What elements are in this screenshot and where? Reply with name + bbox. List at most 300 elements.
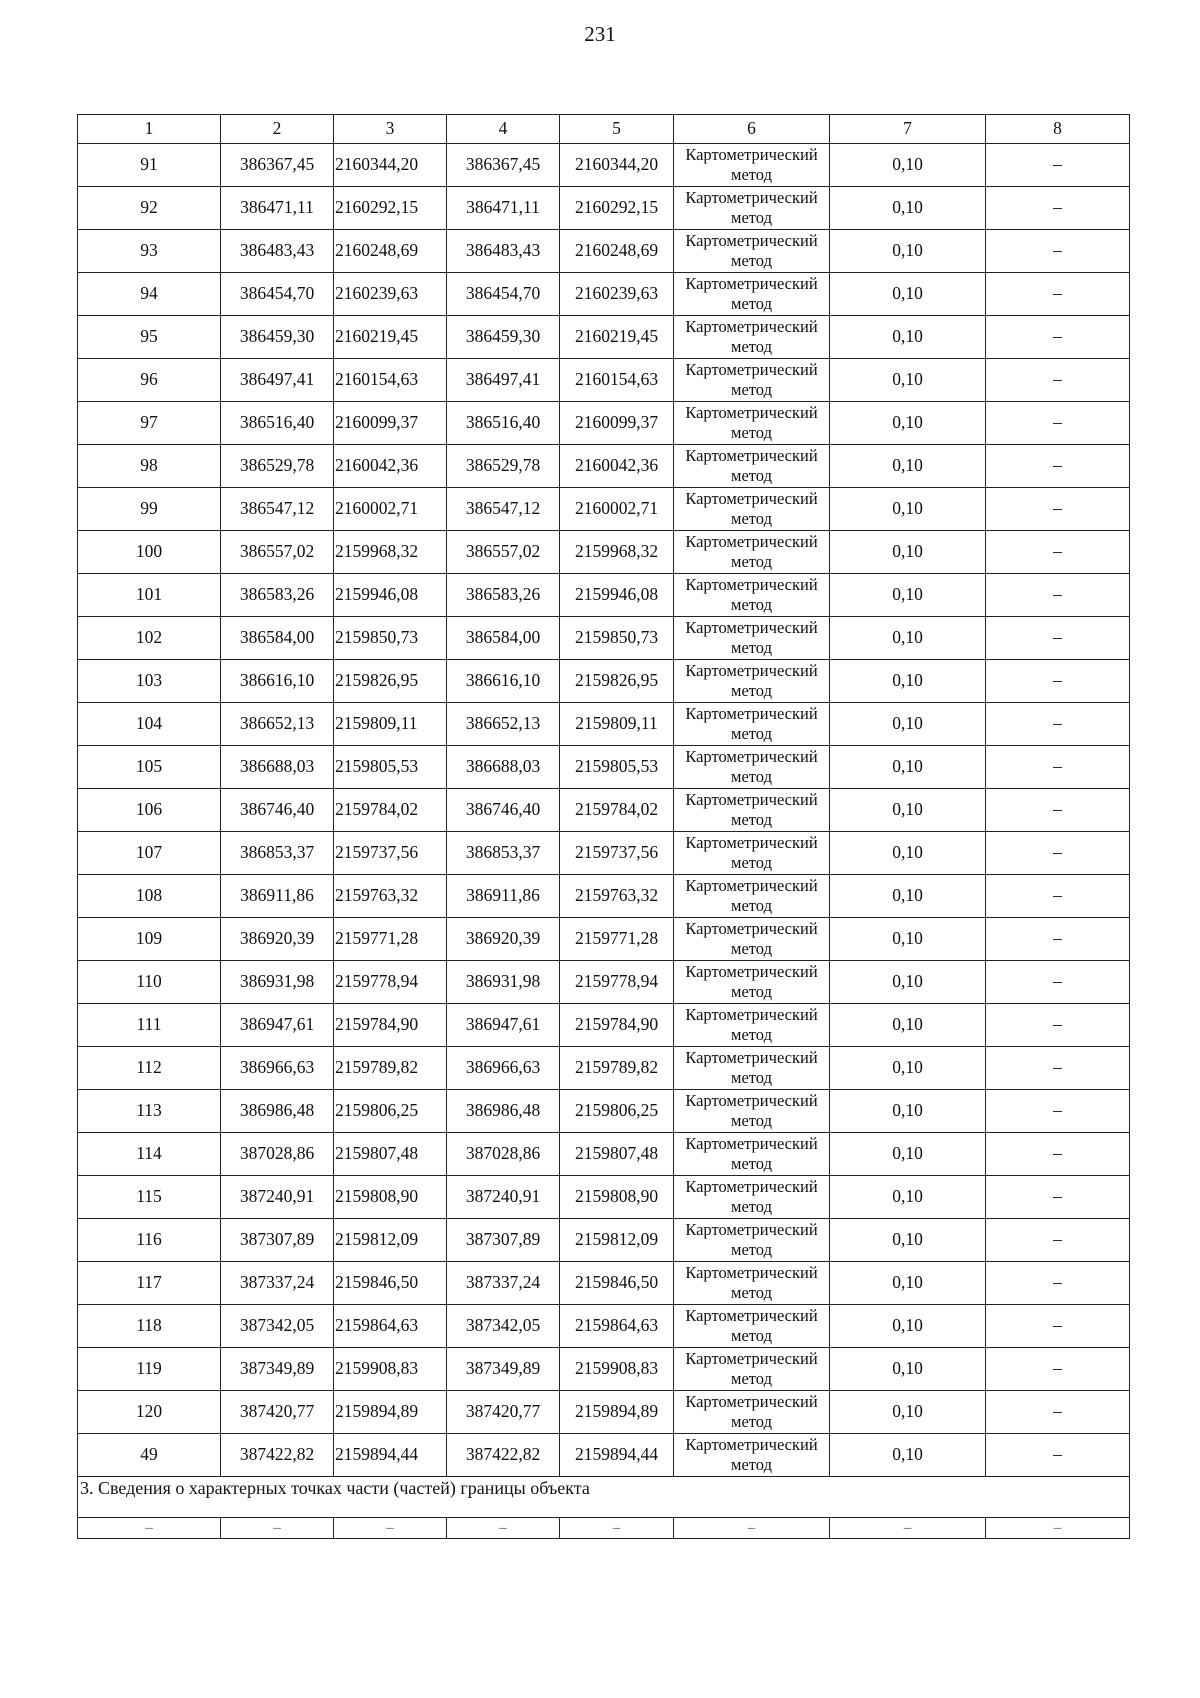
table-cell: – — [986, 1004, 1130, 1047]
table-cell: 0,10 — [830, 230, 986, 273]
table-cell: 2159784,02 — [334, 789, 447, 832]
table-cell: 2159908,83 — [334, 1348, 447, 1391]
page-number: 231 — [584, 22, 616, 46]
table-cell: 386557,02 — [221, 531, 334, 574]
table-cell: 96 — [78, 359, 221, 402]
table-cell: 2159778,94 — [334, 961, 447, 1004]
table-cell: 2159864,63 — [560, 1305, 674, 1348]
table-row — [78, 1219, 1130, 1262]
table-cell: 2159805,53 — [560, 746, 674, 789]
table-cell: 2159737,56 — [560, 832, 674, 875]
table-cell: 0,10 — [830, 1305, 986, 1348]
table-row — [78, 1047, 1130, 1090]
table-row — [78, 875, 1130, 918]
table-cell: 0,10 — [830, 1434, 986, 1477]
table-header-row — [78, 115, 1130, 144]
table-cell: 2159778,94 — [560, 961, 674, 1004]
table-cell: 0,10 — [830, 445, 986, 488]
table-cell: 386911,86 — [221, 875, 334, 918]
table-cell: 0,10 — [830, 1262, 986, 1305]
table-cell: Картометрический метод — [674, 660, 830, 703]
table-cell: – — [986, 445, 1130, 488]
table-cell: 386483,43 — [447, 230, 560, 273]
table-cell: 103 — [78, 660, 221, 703]
table-cell: – — [986, 402, 1130, 445]
table-cell: 2159784,02 — [560, 789, 674, 832]
table-row — [78, 832, 1130, 875]
table-cell: Картометрический метод — [674, 574, 830, 617]
table-cell: 386584,00 — [221, 617, 334, 660]
table-cell: – — [986, 488, 1130, 531]
table-row — [78, 660, 1130, 703]
table-cell: 0,10 — [830, 875, 986, 918]
table-cell: 104 — [78, 703, 221, 746]
table-cell: 387420,77 — [221, 1391, 334, 1434]
table-cell: 0,10 — [830, 1348, 986, 1391]
table-cell: 2160248,69 — [334, 230, 447, 273]
table-cell: – — [986, 660, 1130, 703]
table-cell: Картометрический метод — [674, 1047, 830, 1090]
table-cell: 2160042,36 — [560, 445, 674, 488]
table-cell: 387028,86 — [221, 1133, 334, 1176]
column-header: 5 — [560, 115, 674, 144]
table-cell: 387342,05 — [447, 1305, 560, 1348]
table-cell: 2159808,90 — [334, 1176, 447, 1219]
table-cell: 0,10 — [830, 402, 986, 445]
table-cell: 108 — [78, 875, 221, 918]
table-cell: Картометрический метод — [674, 703, 830, 746]
table-cell: 2159894,44 — [334, 1434, 447, 1477]
table-cell: 386529,78 — [447, 445, 560, 488]
table-cell: 386853,37 — [447, 832, 560, 875]
column-header: 4 — [447, 115, 560, 144]
table-cell: 0,10 — [830, 273, 986, 316]
table-cell: – — [986, 875, 1130, 918]
table-cell: 94 — [78, 273, 221, 316]
table-cell: Картометрический метод — [674, 1262, 830, 1305]
table-cell: 114 — [78, 1133, 221, 1176]
table-cell: – — [986, 359, 1130, 402]
table-cell: 2160344,20 — [334, 144, 447, 187]
table-cell: – — [447, 1518, 560, 1539]
table-cell: 2159812,09 — [334, 1219, 447, 1262]
table-cell: 2159968,32 — [334, 531, 447, 574]
table-cell: 386652,13 — [447, 703, 560, 746]
table-cell: 101 — [78, 574, 221, 617]
table-cell: 99 — [78, 488, 221, 531]
table-cell: 386920,39 — [221, 918, 334, 961]
table-cell: – — [986, 574, 1130, 617]
table-cell: 102 — [78, 617, 221, 660]
column-header: 6 — [674, 115, 830, 144]
table-cell: 2160239,63 — [334, 273, 447, 316]
table-cell: 112 — [78, 1047, 221, 1090]
table-cell: Картометрический метод — [674, 1219, 830, 1262]
table-cell: 2160002,71 — [334, 488, 447, 531]
table-cell: 0,10 — [830, 746, 986, 789]
column-header: 2 — [221, 115, 334, 144]
table-cell: – — [986, 1219, 1130, 1262]
table-cell: 386911,86 — [447, 875, 560, 918]
table-cell: 386616,10 — [447, 660, 560, 703]
table-cell: 386920,39 — [447, 918, 560, 961]
table-cell: 387422,82 — [447, 1434, 560, 1477]
table-cell: Картометрический метод — [674, 875, 830, 918]
table-cell: – — [674, 1518, 830, 1539]
table-cell: – — [986, 273, 1130, 316]
table-cell: Картометрический метод — [674, 1176, 830, 1219]
table-row — [78, 918, 1130, 961]
table-cell: 2160219,45 — [334, 316, 447, 359]
table-cell: 110 — [78, 961, 221, 1004]
table-cell: Картометрический метод — [674, 918, 830, 961]
table-cell: 0,10 — [830, 1219, 986, 1262]
section-title: 3. Сведения о характерных точках части (частей) границы объекта — [78, 1477, 1130, 1518]
table-cell: – — [986, 1262, 1130, 1305]
table-cell: 386986,48 — [221, 1090, 334, 1133]
table-cell: 0,10 — [830, 488, 986, 531]
table-cell: – — [986, 1305, 1130, 1348]
table-cell: – — [986, 1047, 1130, 1090]
table-cell: 386471,11 — [447, 187, 560, 230]
table-cell: 386497,41 — [447, 359, 560, 402]
table-row — [78, 230, 1130, 273]
table-cell: 386516,40 — [447, 402, 560, 445]
table-row — [78, 703, 1130, 746]
table-cell: 2160292,15 — [334, 187, 447, 230]
table-row — [78, 1305, 1130, 1348]
table-cell: 387307,89 — [447, 1219, 560, 1262]
table-cell: 0,10 — [830, 574, 986, 617]
table-row — [78, 1434, 1130, 1477]
table-cell: Картометрический метод — [674, 789, 830, 832]
table-cell: – — [830, 1518, 986, 1539]
table-cell: 2159789,82 — [334, 1047, 447, 1090]
table-cell: 2159784,90 — [560, 1004, 674, 1047]
table-cell: Картометрический метод — [674, 1305, 830, 1348]
table-row — [78, 359, 1130, 402]
table-cell: 386367,45 — [221, 144, 334, 187]
table-cell: – — [986, 1434, 1130, 1477]
table-cell: 2159805,53 — [334, 746, 447, 789]
table-cell: 2160099,37 — [334, 402, 447, 445]
table-row — [78, 1133, 1130, 1176]
table-cell: 107 — [78, 832, 221, 875]
table-cell: 0,10 — [830, 1090, 986, 1133]
table-cell: 2159763,32 — [334, 875, 447, 918]
table-cell: 386746,40 — [221, 789, 334, 832]
table-cell: 386616,10 — [221, 660, 334, 703]
table-cell: – — [986, 1176, 1130, 1219]
table-cell: 386966,63 — [221, 1047, 334, 1090]
table-cell: 0,10 — [830, 1004, 986, 1047]
table-cell: 2159806,25 — [334, 1090, 447, 1133]
table-row — [78, 1391, 1130, 1434]
table-cell: Картометрический метод — [674, 359, 830, 402]
table-row — [78, 316, 1130, 359]
table-cell: – — [986, 789, 1130, 832]
coordinates-table — [77, 114, 1130, 1539]
table-cell: 386557,02 — [447, 531, 560, 574]
table-cell: 2159846,50 — [334, 1262, 447, 1305]
table-cell: 387420,77 — [447, 1391, 560, 1434]
table-cell: 97 — [78, 402, 221, 445]
table-cell: 2160154,63 — [334, 359, 447, 402]
table-cell: Картометрический метод — [674, 1348, 830, 1391]
table-cell: 386459,30 — [221, 316, 334, 359]
table-row — [78, 961, 1130, 1004]
table-cell: 0,10 — [830, 531, 986, 574]
table-cell: 2159826,95 — [560, 660, 674, 703]
table-cell: 387349,89 — [221, 1348, 334, 1391]
table-cell: – — [986, 746, 1130, 789]
table-cell: 91 — [78, 144, 221, 187]
table-cell: 109 — [78, 918, 221, 961]
table-cell: Картометрический метод — [674, 832, 830, 875]
table-cell: 2159809,11 — [334, 703, 447, 746]
table-cell: 387240,91 — [221, 1176, 334, 1219]
table-cell: Картометрический метод — [674, 402, 830, 445]
table-row — [78, 402, 1130, 445]
table-cell: – — [986, 1348, 1130, 1391]
table-cell: Картометрический метод — [674, 1004, 830, 1047]
table-cell: 2160154,63 — [560, 359, 674, 402]
table-cell: – — [986, 1133, 1130, 1176]
table-cell: – — [986, 1090, 1130, 1133]
table-cell: – — [986, 1518, 1130, 1539]
table-cell: 2159808,90 — [560, 1176, 674, 1219]
table-cell: 2159806,25 — [560, 1090, 674, 1133]
table-cell: 2159789,82 — [560, 1047, 674, 1090]
table-cell: 2159807,48 — [334, 1133, 447, 1176]
table-row — [78, 1262, 1130, 1305]
column-header: 3 — [334, 115, 447, 144]
table-cell: – — [560, 1518, 674, 1539]
table-row — [78, 273, 1130, 316]
table-cell: Картометрический метод — [674, 746, 830, 789]
table-cell: 386746,40 — [447, 789, 560, 832]
table-cell: 2159771,28 — [560, 918, 674, 961]
table-cell: 386459,30 — [447, 316, 560, 359]
table-cell: 95 — [78, 316, 221, 359]
table-cell: Картометрический метод — [674, 230, 830, 273]
table-cell: – — [986, 961, 1130, 1004]
table-cell: – — [986, 918, 1130, 961]
table-cell: 0,10 — [830, 961, 986, 1004]
table-cell: 2159894,44 — [560, 1434, 674, 1477]
table-cell: 2159894,89 — [334, 1391, 447, 1434]
table-cell: – — [986, 144, 1130, 187]
table-cell: 386966,63 — [447, 1047, 560, 1090]
table-cell: 120 — [78, 1391, 221, 1434]
table-cell: 0,10 — [830, 660, 986, 703]
table-cell: 2159968,32 — [560, 531, 674, 574]
table-cell: 386367,45 — [447, 144, 560, 187]
table-cell: 98 — [78, 445, 221, 488]
table-cell: 118 — [78, 1305, 221, 1348]
table-row — [78, 1176, 1130, 1219]
table-row — [78, 1348, 1130, 1391]
table-row — [78, 1090, 1130, 1133]
table-cell: 2160239,63 — [560, 273, 674, 316]
table-cell: 0,10 — [830, 918, 986, 961]
table-row — [78, 531, 1130, 574]
table-cell: Картометрический метод — [674, 488, 830, 531]
table-cell: 2160002,71 — [560, 488, 674, 531]
table-cell: 0,10 — [830, 316, 986, 359]
table-cell: 387337,24 — [221, 1262, 334, 1305]
table-cell: 386529,78 — [221, 445, 334, 488]
table-cell: 386516,40 — [221, 402, 334, 445]
table-cell: Картометрический метод — [674, 1133, 830, 1176]
empty-row — [78, 1518, 1130, 1539]
table-cell: 386853,37 — [221, 832, 334, 875]
table-cell: 0,10 — [830, 187, 986, 230]
table-cell: Картометрический метод — [674, 1434, 830, 1477]
table-cell: – — [986, 703, 1130, 746]
table-cell: 0,10 — [830, 617, 986, 660]
table-cell: 92 — [78, 187, 221, 230]
table-row — [78, 144, 1130, 187]
table-cell: 2160248,69 — [560, 230, 674, 273]
table-cell: 2159908,83 — [560, 1348, 674, 1391]
table-cell: 2159763,32 — [560, 875, 674, 918]
table-cell: – — [78, 1518, 221, 1539]
table-cell: 106 — [78, 789, 221, 832]
table-row — [78, 1004, 1130, 1047]
table-cell: Картометрический метод — [674, 531, 830, 574]
table-cell: 93 — [78, 230, 221, 273]
table-cell: Картометрический метод — [674, 316, 830, 359]
table-cell: 386931,98 — [221, 961, 334, 1004]
table-cell: 2160099,37 — [560, 402, 674, 445]
table-cell: 386986,48 — [447, 1090, 560, 1133]
column-header: 1 — [78, 115, 221, 144]
table-cell: – — [334, 1518, 447, 1539]
table-cell: – — [986, 316, 1130, 359]
table-cell: 2159850,73 — [334, 617, 447, 660]
table-cell: 2159809,11 — [560, 703, 674, 746]
table-row — [78, 488, 1130, 531]
table-cell: 386583,26 — [221, 574, 334, 617]
table-cell: 386497,41 — [221, 359, 334, 402]
table-cell: 386547,12 — [221, 488, 334, 531]
table-cell: Картометрический метод — [674, 617, 830, 660]
table-cell: 386688,03 — [221, 746, 334, 789]
table-cell: 49 — [78, 1434, 221, 1477]
table-cell: 0,10 — [830, 832, 986, 875]
table-cell: 2159946,08 — [560, 574, 674, 617]
table-cell: – — [986, 617, 1130, 660]
table-cell: 0,10 — [830, 703, 986, 746]
table-cell: 115 — [78, 1176, 221, 1219]
table-cell: 387307,89 — [221, 1219, 334, 1262]
table-cell: 113 — [78, 1090, 221, 1133]
table-cell: 0,10 — [830, 1176, 986, 1219]
table-cell: 2159946,08 — [334, 574, 447, 617]
table-cell: 386454,70 — [221, 273, 334, 316]
table-cell: 0,10 — [830, 789, 986, 832]
table-row — [78, 789, 1130, 832]
table-cell: 386483,43 — [221, 230, 334, 273]
table-cell: 387342,05 — [221, 1305, 334, 1348]
section-row — [78, 1477, 1130, 1518]
table-cell: – — [986, 832, 1130, 875]
table-cell: 2159807,48 — [560, 1133, 674, 1176]
table-cell: 386454,70 — [447, 273, 560, 316]
table-cell: – — [986, 187, 1130, 230]
table-cell: 387028,86 — [447, 1133, 560, 1176]
table-cell: 117 — [78, 1262, 221, 1305]
table-cell: 111 — [78, 1004, 221, 1047]
table-cell: 2159737,56 — [334, 832, 447, 875]
table-cell: 0,10 — [830, 1391, 986, 1434]
table-cell: 387349,89 — [447, 1348, 560, 1391]
table-cell: 2159812,09 — [560, 1219, 674, 1262]
table-row — [78, 445, 1130, 488]
table-cell: – — [986, 531, 1130, 574]
table-cell: 0,10 — [830, 359, 986, 402]
table-row — [78, 187, 1130, 230]
column-header: 8 — [986, 115, 1130, 144]
table-cell: Картометрический метод — [674, 445, 830, 488]
table-cell: Картометрический метод — [674, 144, 830, 187]
table-cell: 386652,13 — [221, 703, 334, 746]
table-cell: 2160042,36 — [334, 445, 447, 488]
table-cell: – — [986, 230, 1130, 273]
table-cell: 100 — [78, 531, 221, 574]
table-cell: 387337,24 — [447, 1262, 560, 1305]
table-cell: 116 — [78, 1219, 221, 1262]
table-cell: – — [986, 1391, 1130, 1434]
column-header: 7 — [830, 115, 986, 144]
table-cell: 387240,91 — [447, 1176, 560, 1219]
table-cell: 0,10 — [830, 1047, 986, 1090]
table-cell: 2160344,20 — [560, 144, 674, 187]
table-cell: 386583,26 — [447, 574, 560, 617]
table-cell: 386688,03 — [447, 746, 560, 789]
table-cell: 0,10 — [830, 1133, 986, 1176]
table-row — [78, 746, 1130, 789]
table-row — [78, 574, 1130, 617]
table-cell: Картометрический метод — [674, 1391, 830, 1434]
table-cell: 2159771,28 — [334, 918, 447, 961]
table-cell: 2159846,50 — [560, 1262, 674, 1305]
table-cell: 386471,11 — [221, 187, 334, 230]
table-cell: Картометрический метод — [674, 961, 830, 1004]
table-cell: Картометрический метод — [674, 1090, 830, 1133]
table-cell: 386584,00 — [447, 617, 560, 660]
table-cell: Картометрический метод — [674, 273, 830, 316]
table-cell: 2160219,45 — [560, 316, 674, 359]
table-cell: – — [221, 1518, 334, 1539]
table-cell: 2159850,73 — [560, 617, 674, 660]
table-cell: 386947,61 — [447, 1004, 560, 1047]
table-cell: 119 — [78, 1348, 221, 1391]
table-cell: 386931,98 — [447, 961, 560, 1004]
table-cell: 2159784,90 — [334, 1004, 447, 1047]
table-cell: Картометрический метод — [674, 187, 830, 230]
table-cell: 2159864,63 — [334, 1305, 447, 1348]
table-cell: 2159894,89 — [560, 1391, 674, 1434]
table-cell: 387422,82 — [221, 1434, 334, 1477]
table-cell: 105 — [78, 746, 221, 789]
table-row — [78, 617, 1130, 660]
table-cell: 386947,61 — [221, 1004, 334, 1047]
table-cell: 386547,12 — [447, 488, 560, 531]
table-cell: 2159826,95 — [334, 660, 447, 703]
table-cell: 0,10 — [830, 144, 986, 187]
